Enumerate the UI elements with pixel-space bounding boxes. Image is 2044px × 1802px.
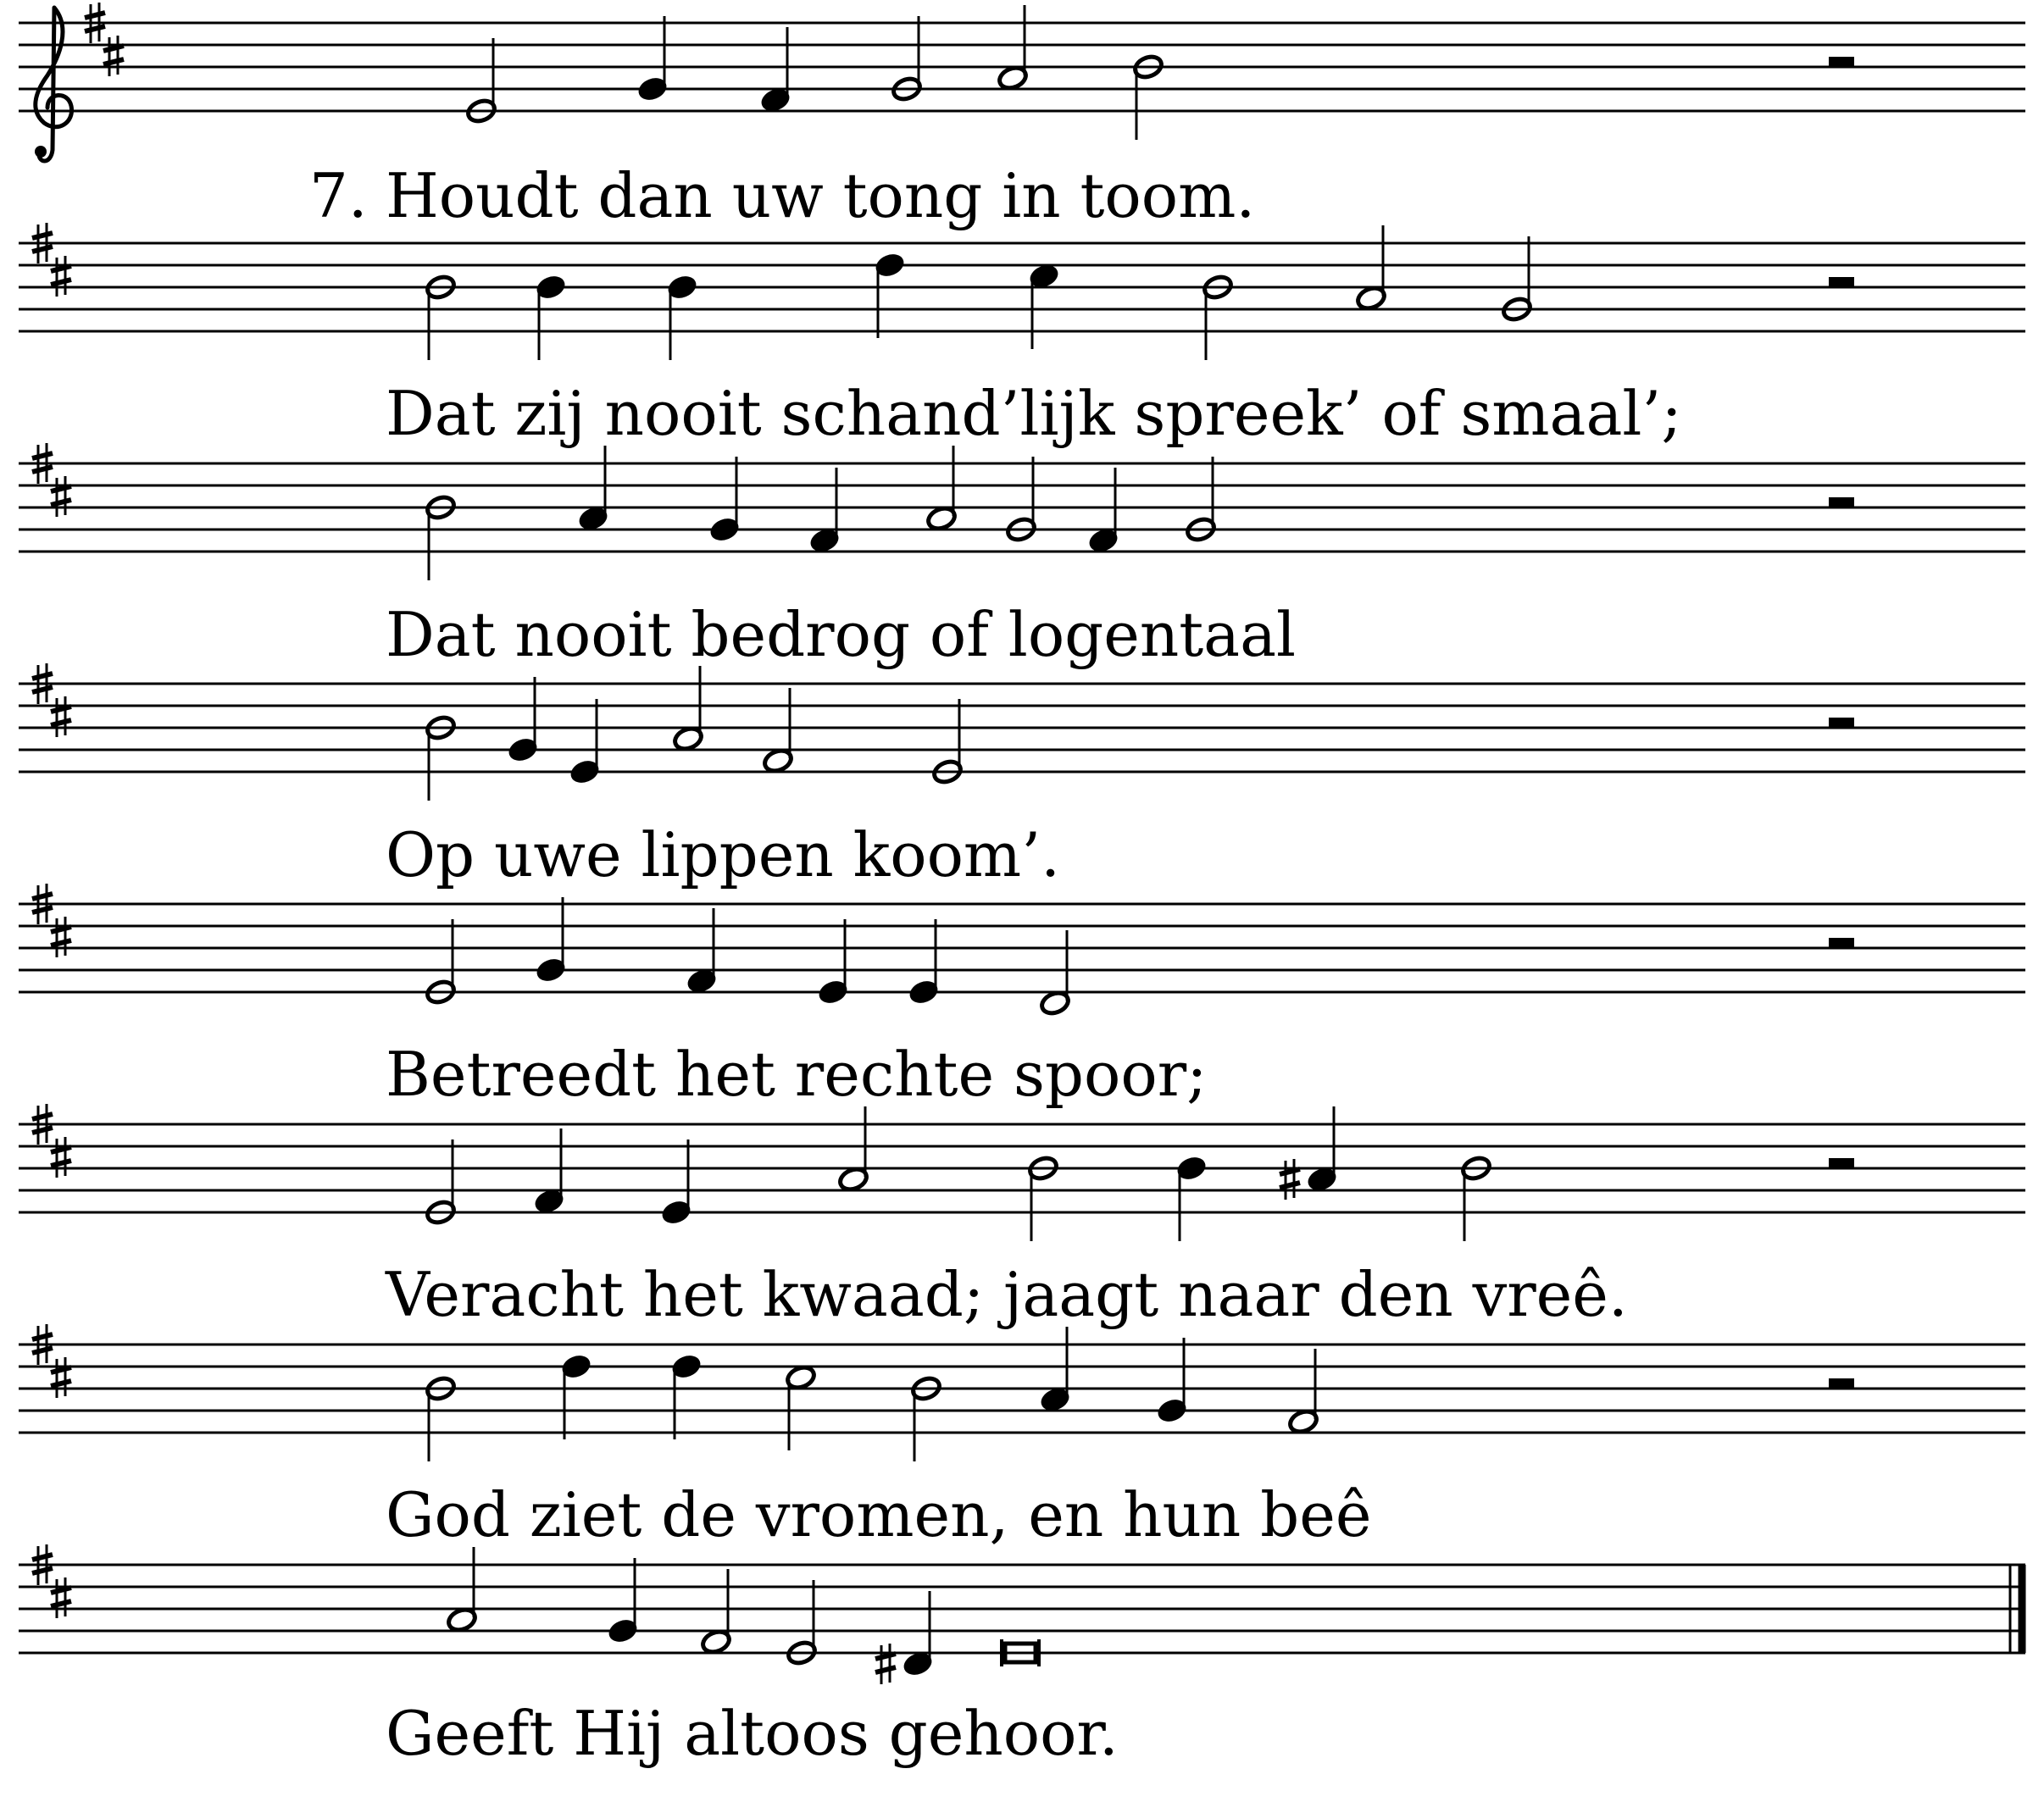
quarter-note (875, 1591, 934, 1684)
quarter-note (908, 919, 940, 1006)
quarter-note (569, 699, 601, 785)
quarter-note (1039, 1327, 1071, 1413)
quarter-note (759, 27, 791, 114)
quarter-note (708, 457, 741, 543)
half-rest-icon (1829, 277, 1854, 287)
half-note (446, 1547, 478, 1633)
half-rest-icon (1829, 938, 1854, 948)
lyric-line-3: Dat nooit bedrog of logentaal (386, 599, 1297, 670)
lyric-line-1: Houdt dan uw tong in toom. (386, 160, 1256, 231)
staff-system-4 (19, 663, 2025, 801)
lyric-line-4: Op uwe lippen koom’. (386, 819, 1060, 890)
staff-system-6 (19, 1104, 2025, 1241)
key-sharp-c-icon (51, 1577, 71, 1618)
quarter-note (535, 274, 567, 360)
verse-number: 7. (309, 160, 368, 231)
sharp-accidental-icon (875, 1644, 896, 1684)
half-rest-icon (1829, 497, 1854, 507)
quarter-note (607, 1558, 639, 1644)
lyric-line-8: Geeft Hij altoos gehoor. (386, 1698, 1119, 1769)
quarter-note (874, 252, 906, 338)
key-sharp-c-icon (51, 917, 71, 957)
lyric-line-5: Betreedt het rechte spoor; (386, 1039, 1208, 1110)
key-sharp-c-icon (51, 1357, 71, 1398)
sharp-accidental-icon (1280, 1159, 1300, 1200)
half-note (925, 446, 958, 532)
quarter-note (1087, 468, 1119, 554)
quarter-note (1028, 263, 1060, 349)
quarter-note (1156, 1338, 1188, 1424)
key-sharp-c-icon (103, 36, 124, 76)
half-note (997, 5, 1029, 91)
key-sharp-c-icon (51, 696, 71, 737)
quarter-note (817, 919, 849, 1006)
lyric-line-2: Dat zij nooit schand’lijk spreek’ of smaal’; (386, 378, 1682, 449)
half-note (1287, 1349, 1319, 1435)
half-rest-icon (1829, 57, 1854, 67)
half-note (672, 666, 704, 752)
half-note (837, 1106, 869, 1193)
half-note (762, 688, 794, 774)
quarter-note (577, 446, 609, 532)
staff-system-2 (19, 223, 2025, 360)
quarter-note (666, 274, 698, 360)
quarter-note (808, 468, 841, 554)
key-sharp-c-icon (51, 476, 71, 517)
key-sharp-c-icon (51, 256, 71, 297)
half-note (1039, 930, 1071, 1017)
quarter-note (560, 1353, 592, 1439)
quarter-note (670, 1353, 703, 1439)
staff-system-1 (19, 3, 2025, 161)
lyric-line-6: Veracht het kwaad; jaagt naar den vreê. (386, 1259, 1628, 1330)
quarter-note (686, 908, 718, 995)
half-rest-icon (1829, 1158, 1854, 1168)
quarter-note (507, 677, 539, 763)
half-note (1355, 225, 1387, 312)
half-rest-icon (1829, 1378, 1854, 1389)
quarter-note (636, 16, 669, 103)
quarter-note (535, 897, 567, 984)
staff-system-5 (19, 884, 2025, 1017)
staff-system-7 (19, 1324, 2025, 1461)
quarter-note (533, 1128, 565, 1215)
staff-system-3 (19, 443, 2025, 580)
key-sharp-c-icon (51, 1137, 71, 1178)
half-note (785, 1364, 817, 1450)
half-note (700, 1569, 732, 1655)
staff-system-8 (19, 1544, 2025, 1684)
treble-clef-icon (35, 8, 72, 161)
quarter-note (1280, 1106, 1338, 1200)
quarter-note (660, 1139, 692, 1226)
lyric-line-7: God ziet de vromen, en hun beê (386, 1479, 1372, 1550)
half-rest-icon (1829, 718, 1854, 728)
quarter-note (1175, 1155, 1208, 1241)
